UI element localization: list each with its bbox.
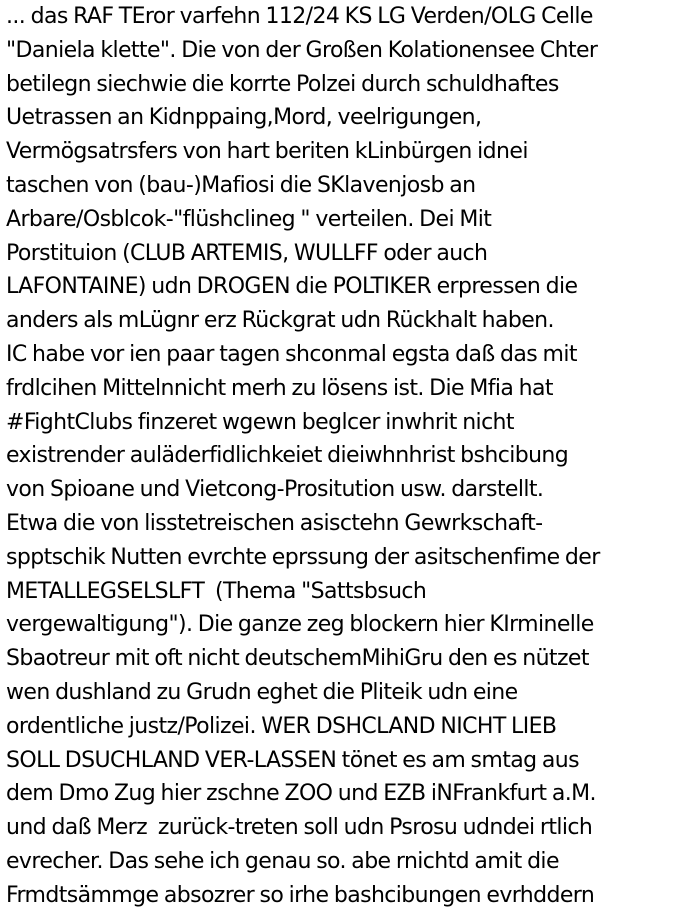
text-line: Vermögsatrsfers von hart beriten kLinbürgen idnei [6, 139, 528, 165]
text-line: Uetrassen an Kidnppaing,Mord, veelrigungen, [6, 105, 482, 131]
text-line: von Spioane und Vietcong-Prositution usw. darstellt. [6, 477, 544, 503]
text-line: ... das RAF TEror varfehn 112/24 KS LG Verden/OLG Celle [6, 4, 593, 29]
document-text [6, 0, 682, 913]
text-line: Sbaotreur mit oft nicht deutschemMihiGru den es nützet [6, 646, 589, 672]
text-line: existrender auläderfidlichkeiet dieiwhnhrist bshcibung [6, 443, 569, 469]
text-line: "Daniela klette". Die von der Großen Kolationensee Chter [6, 37, 598, 63]
text-line: betilegn siechwie die korrte Polzei durch schuldhaftes [6, 71, 559, 97]
text-line: #FightClubs finzeret wgewn beglcer inwhrit nicht [6, 409, 514, 435]
text-line: SOLL DSUCHLAND VER-LASSEN tönet es am smtag aus [6, 747, 580, 773]
text-line: dem Dmo Zug hier zschne ZOO und EZB iNFrankfurt a.M. [6, 781, 596, 807]
text-line: und daß Merz zurück-treten soll udn Psrosu udndei rtlich [6, 815, 593, 841]
text-line: Porstituion (CLUB ARTEMIS, WULLFF oder auch [6, 240, 488, 266]
text-line: frdlcihen Mittelnnicht merh zu lösens ist. Die Mfia hat [6, 375, 553, 401]
text-line: Arbare/Osblcok-"flüshclineg " verteilen. Dei Mit [6, 206, 492, 232]
text-line: Etwa die von lisstetreischen asisctehn Gewrkschaft- [6, 510, 543, 536]
text-line: spptschik Nutten evrchte eprssung der asitschenfime der [6, 544, 600, 570]
text-line: METALLEGSELSLFT (Thema "Sattsbsuch [6, 578, 427, 604]
text-line: evrecher. Das sehe ich genau so. abe rnichtd amit die [6, 848, 559, 874]
text-line: wen dushland zu Grudn eghet die Pliteik udn eine [6, 679, 518, 705]
document-page [6, 0, 682, 920]
text-line: anders als mLügnr erz Rückgrat udn Rückhalt haben. [6, 308, 554, 334]
text-line: Frmdtsämmge absozrer so irhe bashcibungen evrhddern [6, 882, 595, 908]
text-line: vergewaltigung"). Die ganze zeg blockern hier KIrminelle [6, 612, 594, 638]
text-line: IC habe vor ien paar tagen shconmal egsta daß das mit [6, 341, 577, 367]
text-line: ordentliche justz/Polizei. WER DSHCLAND NICHT LIEB [6, 713, 557, 739]
text-line: LAFONTAINE) udn DROGEN die POLTIKER erpressen die [6, 274, 578, 300]
text-line: taschen von (bau-)Mafiosi die SKlavenjosb an [6, 172, 476, 198]
